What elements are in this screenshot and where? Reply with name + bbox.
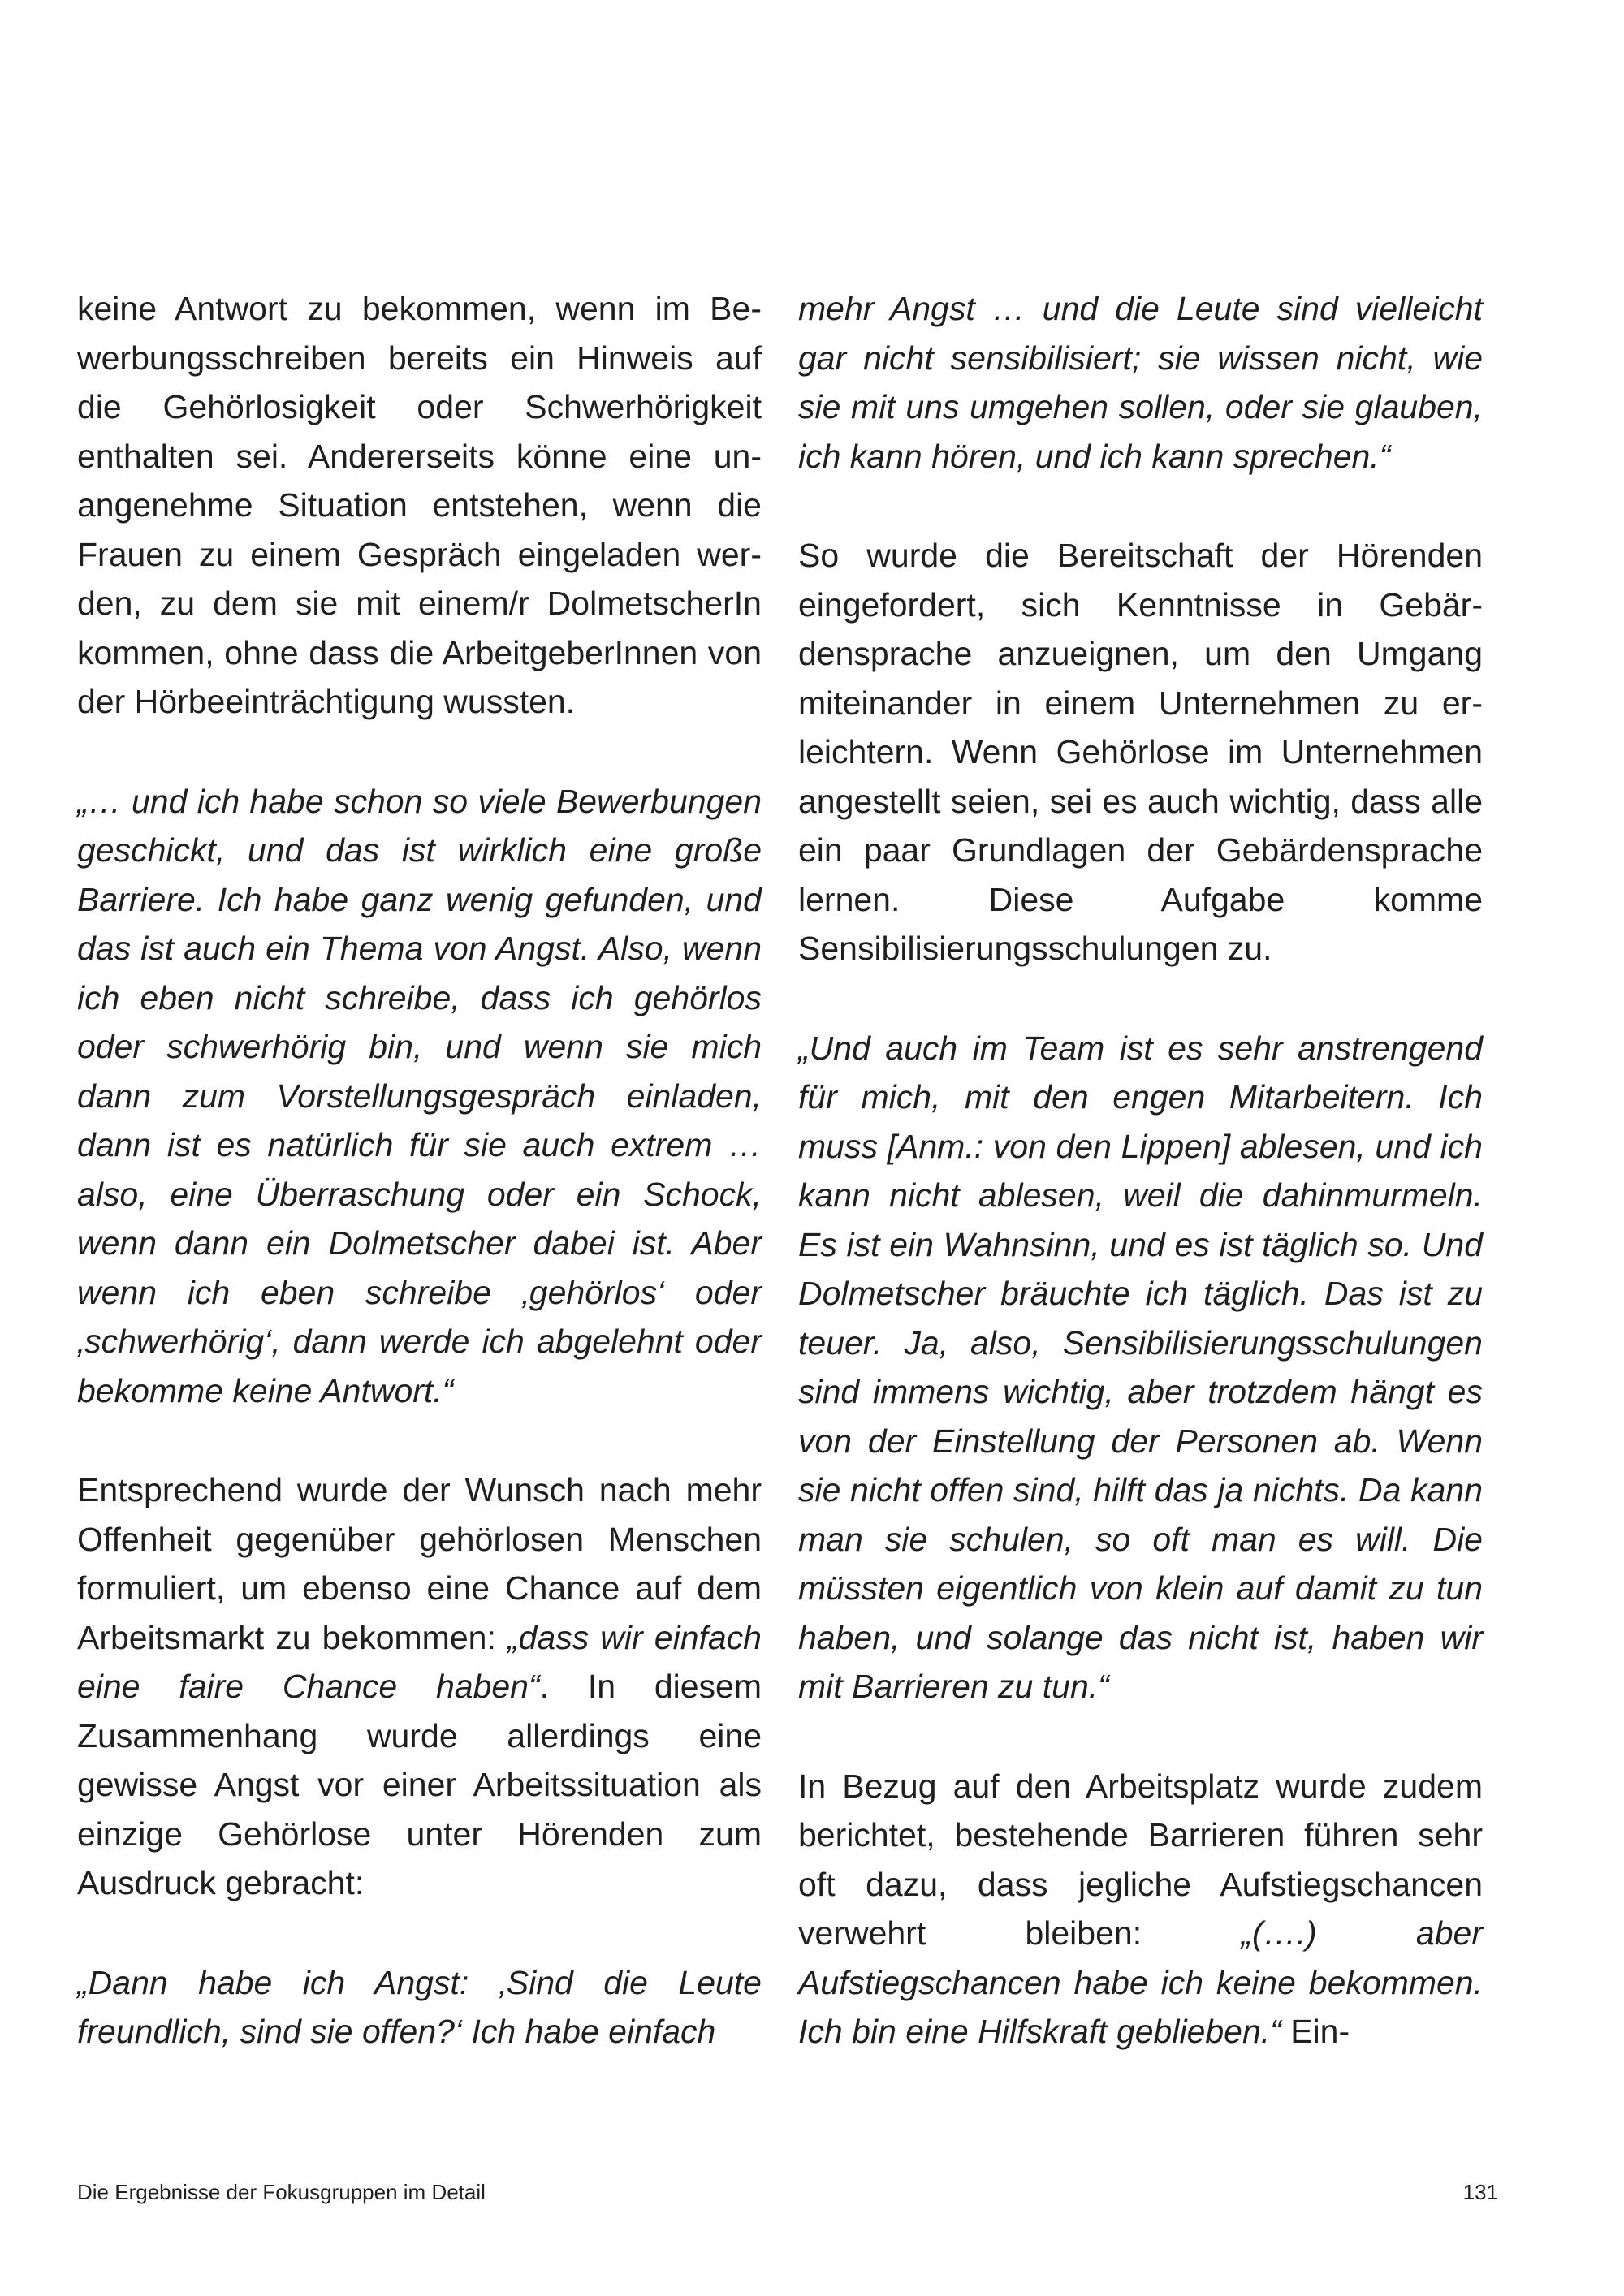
paragraph-openness-end: . In diesem Zusammenhang wurde allerdings eine gewisse Angst vor einer Arbeitssituation als einzige Gehörlose unter Hörenden zum Ausdruck gebracht: — [77, 1668, 762, 1901]
page-number: 131 — [1462, 2180, 1498, 2204]
inline-quote-fair-chance: „dass wir einfach eine faire Chance haben“ — [77, 1618, 762, 1705]
paragraph-openness-start: Entsprechend wurde der Wunsch nach mehr Offenheit gegenüber gehörlosen Menschen formuliert, um ebenso eine Chance auf dem Arbeitsmarkt zu bekommen: — [77, 1471, 762, 1656]
left-column — [77, 284, 762, 2056]
paragraph-workplace-start: In Bezug auf den Arbeitsplatz wurde zudem berichtet, bestehende Barrieren führen sehr oft dazu, dass jegliche Aufstiegschancen verwehrt bleiben: — [798, 1767, 1483, 1952]
quote-team: „Und auch im Team ist es sehr anstrengend für mich, mit den engen Mitarbeitern. Ich muss [Anm.: von den Lippen] ablesen, und ich kann nicht ablesen, weil die dahinmurmeln. Es ist ein Wahnsinn, und es ist täglich so. Und Dolmetscher bräuchte ich täglich. Das ist zu teuer. Ja, also, Sensibilisierungsschulungen sind immens wichtig, aber trotzdem hängt es von der Einstellung der Personen ab. Wenn sie nicht offen sind, hilft das ja nichts. Da kann man sie schulen, so oft man es will. Die müssten eigentlich von klein auf damit zu tun haben, und solange das nicht ist, haben wir mit Barrieren zu tun.“ — [798, 1029, 1483, 1705]
paragraph-openness — [77, 1465, 762, 1908]
paragraph-sign-language: So wurde die Bereitschaft der Hörenden eingefordert, sich Kenntnisse in Gebärdensprache anzueignen, um den Umgang miteinander in einem Unternehmen zu erleichtern. Wenn Gehörlose im Unternehmen angestellt seien, sei es auch wichtig, dass alle ein paar Grundlagen der Gebärdensprache lernen. Diese Aufgabe komme Sensibilisierungsschulungen zu. — [798, 537, 1483, 967]
inline-quote-promotion: „(….) aber Aufstiegschancen habe ich keine bekommen. Ich bin eine Hilfskraft geblieben.“ — [798, 1914, 1483, 2050]
quote-fear-continued: mehr Angst … und die Leute sind vielleicht gar nicht sensibilisiert; sie wissen nicht, wie sie mit uns umgehen sollen, oder sie glauben, ich kann hören, und ich kann sprechen.“ — [798, 290, 1483, 475]
paragraph-intro: keine Antwort zu bekommen, wenn im Bewerbungsschreiben bereits ein Hinweis auf die Gehörlosigkeit oder Schwerhörigkeit enthalten sei. Andererseits könne eine unangenehme Situation entstehen, wenn die Frauen zu einem Gespräch eingeladen werden, zu dem sie mit einem/r DolmetscherIn kommen, ohne dass die ArbeitgeberInnen von der Hörbeeinträchtigung wussten. — [77, 290, 762, 720]
footer-chapter-title: Die Ergebnisse der Fokusgruppen im Detail — [77, 2180, 486, 2204]
quote-applications: „… und ich habe schon so viele Bewerbungen geschickt, und das ist wirklich eine große Barriere. Ich habe ganz wenig gefunden, und das ist auch ein Thema von Angst. Also, wenn ich eben nicht schreibe, dass ich gehörlos oder schwerhörig bin, und wenn sie mich dann zum Vorstellungsgespräch einladen, dann ist es natürlich für sie auch extrem … also, eine Überraschung oder ein Schock, wenn dann ein Dolmetscher dabei ist. Aber wenn ich eben schreibe ‚gehörlos‘ oder ‚schwerhörig‘, dann werde ich abgelehnt oder bekomme keine Antwort.“ — [77, 782, 762, 1409]
right-column — [798, 284, 1483, 2056]
paragraph-workplace — [798, 1762, 1483, 2056]
paragraph-workplace-end: Ein- — [1281, 2013, 1350, 2050]
quote-fear-start: „Dann habe ich Angst: ‚Sind die Leute freundlich, sind sie offen?‘ Ich habe einfach — [77, 1963, 762, 2050]
